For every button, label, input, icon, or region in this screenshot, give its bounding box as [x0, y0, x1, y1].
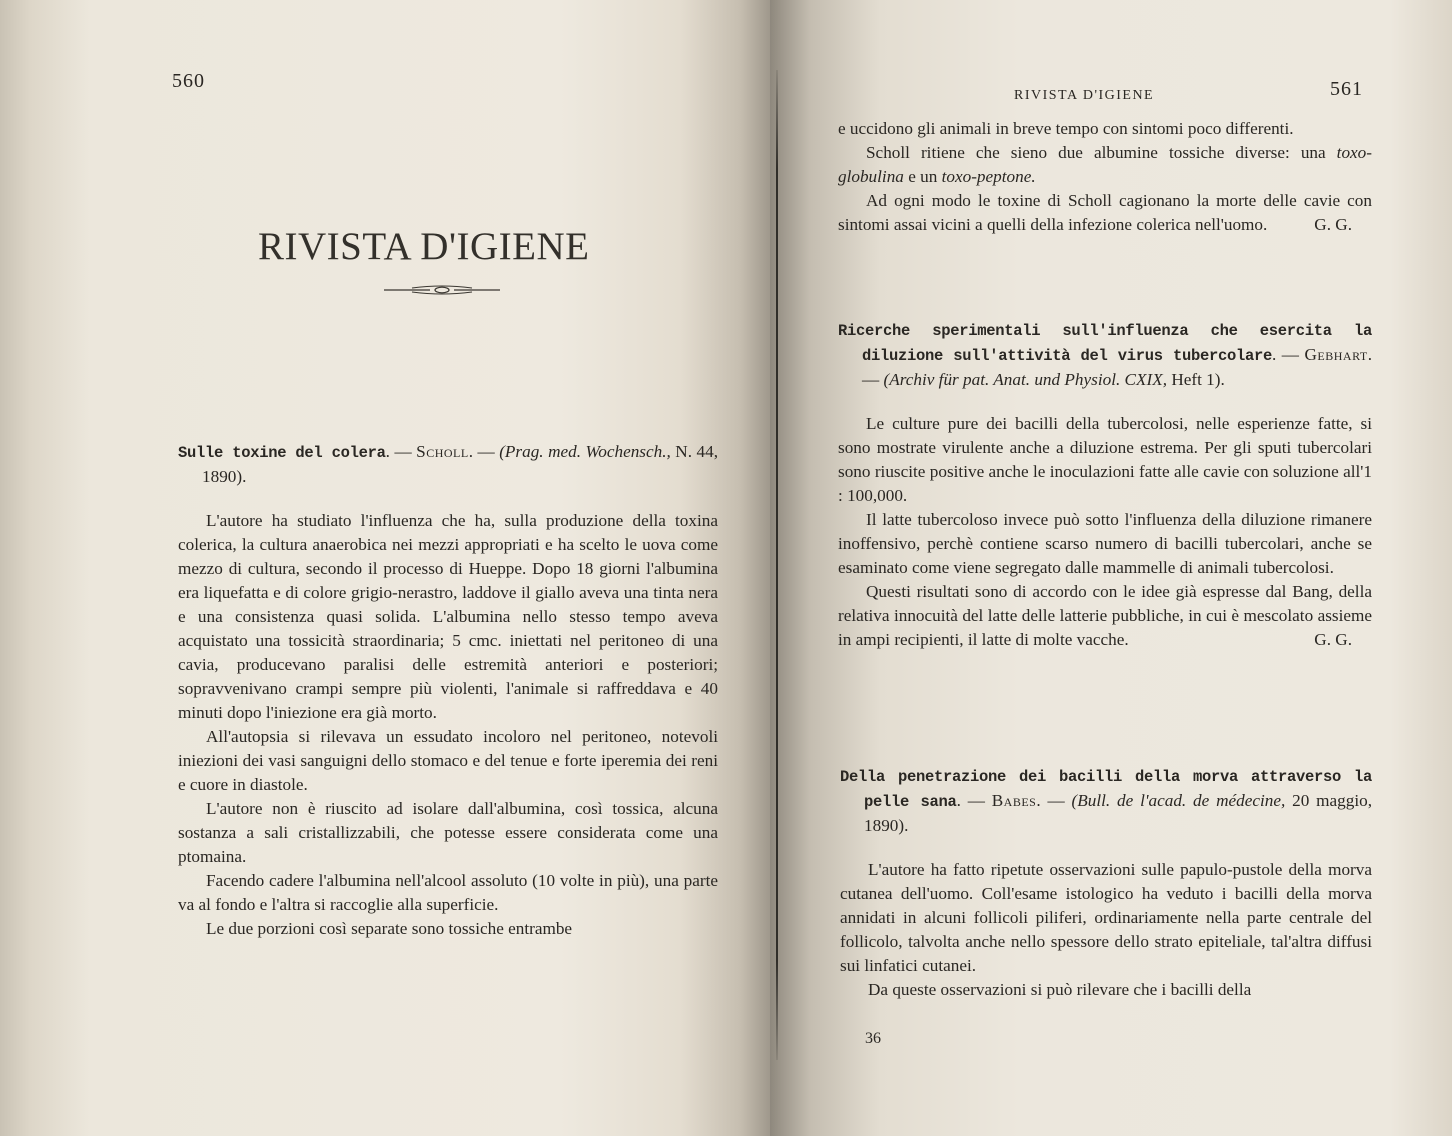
paragraph: L'autore ha studiato l'influenza che ha, sulla produzione della toxina colerica, la cultura anaerobica nei mezzi appropriati e ha scelto le uova come mezzo di cultura, secondo il processo di Hueppe. Dopo 18 giorni l'albumina era liquefatta e di colore grigio-nerastro, laddove il giallo aveva una tinta nera e una consistenza quasi solida. L'albumina nello stesso tempo aveva acquistato una tossicità straordinaria; 5 cmc. iniettati nel peritoneo di una cavia, producevano paralisi delle estremità anteriori e posteriori; sopravvenivano crampi sempre più violenti, l'animale si raffreddava e 40 minuti dopo l'iniezione era già morto. — [178, 511, 718, 722]
article-author: Gebhart — [1304, 345, 1368, 364]
article-body — [840, 858, 1372, 1002]
article-title: Ricerche sperimentali sull'influenza che esercita la diluzione sull'attività del virus tubercolare — [838, 322, 1372, 365]
author-initials: G. G. — [1314, 215, 1352, 234]
article-heading: Ricerche sperimentali sull'influenza che esercita la diluzione sull'attività del virus tubercolare. — Gebhart. — (Archiv für pat. Anat. und Physiol. CXIX, Heft 1). — [838, 322, 1372, 389]
paragraph: L'autore non è riuscito ad isolare dall'albumina, così tossica, alcuna sostanza a sali cristallizzabili, che potesse essere considerata come una ptomaina. — [178, 799, 718, 866]
paragraph: All'autopsia si rilevava un essudato incoloro nel peritoneo, notevoli iniezioni dei vasi sanguigni dello stomaco e del tenue e forte iperemia dei reni e cuore in diastole. — [178, 727, 718, 794]
article-title: Sulle toxine del colera — [178, 444, 386, 462]
article-gebhart — [838, 318, 1372, 652]
article-body — [178, 509, 718, 941]
article-citation: 20 maggio, 1890). — [864, 791, 1373, 835]
page-title: RIVISTA D'IGIENE — [258, 225, 590, 268]
gutter-shadow — [776, 70, 778, 1060]
article-citation: N. 44, 1890). — [202, 442, 718, 486]
article-scholl — [178, 440, 718, 941]
article-author: Scholl — [416, 442, 469, 461]
paragraph: Il latte tubercoloso invece può sotto l'influenza della diluzione rimanere inoffensivo, perchè contiene scarso numero di bacilli tubercolari, anche se esaminato come viene segregato dalle mammelle di animali tubercolosi. — [838, 510, 1372, 577]
paragraph: e uccidono gli animali in breve tempo con sintomi poco differenti. — [838, 119, 1294, 138]
title-ornament-icon — [382, 283, 502, 297]
paragraph: Ad ogni modo le toxine di Scholl cagionano la morte delle cavie con sintomi assai vicini a quelli della infezione colerica nell'uomo. — [838, 191, 1372, 234]
running-head: RIVISTA D'IGIENE — [1014, 88, 1155, 103]
article-babes — [840, 764, 1372, 1002]
paragraph: Le due porzioni così separate sono tossiche entrambe — [206, 919, 573, 938]
article-heading: Sulle toxine del colera. — Scholl. — (Prag. med. Wochensch., N. 44, 1890). — [178, 442, 718, 486]
article-source: (Prag. med. Wochensch., — [499, 442, 671, 461]
article-title: Della penetrazione dei bacilli della morva attraverso la pelle sana — [840, 768, 1372, 811]
paragraph: Le culture pure dei bacilli della tubercolosi, nelle esperienze fatte, si sono mostrate virulente anche a diluzione estrema. Per gli sputi tubercolari sono riuscite positive anche le inoculazioni fatte alle cavie con soluzione all'1 : 100,000. — [838, 414, 1372, 505]
paragraph: Facendo cadere l'albumina nell'alcool assoluto (10 volte in più), una parte va al fondo e l'altra si raccoglie alla superficie. — [178, 871, 718, 914]
article-citation: Heft 1). — [1167, 370, 1225, 389]
author-initials: G. G. — [1314, 630, 1352, 649]
article-source: (Archiv für pat. Anat. und Physiol. CXIX, — [883, 370, 1168, 389]
article-author: Babes — [991, 791, 1037, 810]
article-source: (Bull. de l'acad. de médecine, — [1071, 791, 1286, 810]
page-number: 560 — [172, 70, 205, 92]
paragraph: Scholl ritiene che sieno due albumine tossiche diverse: una toxo-globulina e un toxo-peptone. — [838, 143, 1372, 186]
paragraph: L'autore ha fatto ripetute osservazioni sulle papulo-pustole della morva cutanea dell'uomo. Coll'esame istologico ha veduto i bacilli della morva annidati in alcuni follicoli piliferi, ordinariamente nella parte centrale del follicolo, talvolta anche nello spessore dello strato epiteliale, tal'altra diffusi sui linfatici cutanei. — [840, 860, 1372, 975]
page-number: 561 — [1330, 78, 1363, 100]
article-continuation — [838, 117, 1372, 237]
signature-mark: 36 — [865, 1030, 881, 1047]
article-heading: Della penetrazione dei bacilli della morva attraverso la pelle sana. — Babes. — (Bull. de l'acad. de médecine, 20 maggio, 1890). — [840, 768, 1373, 835]
article-body — [838, 412, 1372, 652]
paragraph: Da queste osservazioni si può rilevare che i bacilli della — [868, 980, 1252, 999]
paragraph: Questi risultati sono di accordo con le idee già espresse dal Bang, della relativa innocuità del latte delle latterie pubbliche, in cui è mescolato assieme in ampi recipienti, il latte di molte vacche. — [838, 582, 1372, 649]
